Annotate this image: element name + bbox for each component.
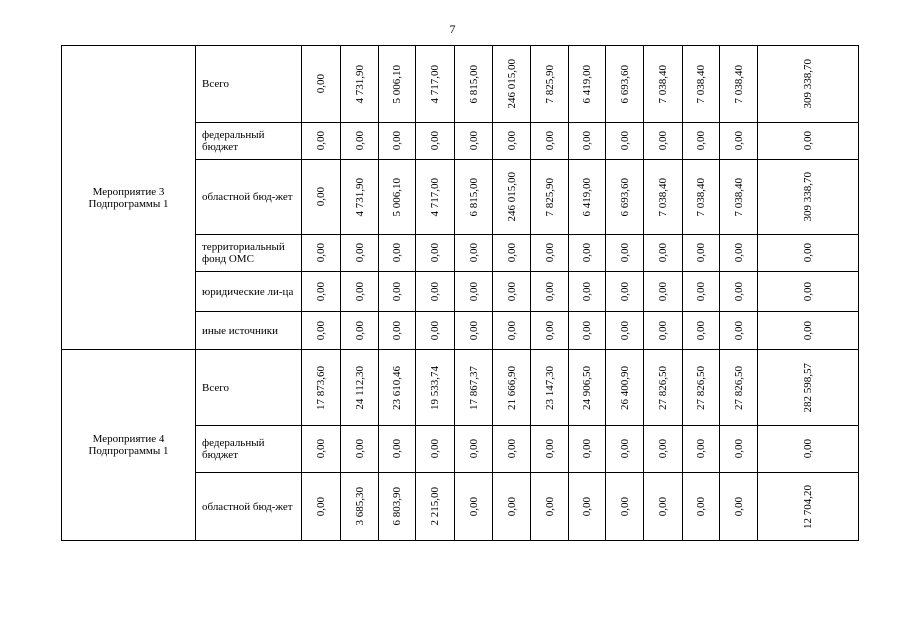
year-value-cell xyxy=(644,235,683,272)
cell-value: 246 015,00 xyxy=(505,172,518,222)
cell-value: 0,00 xyxy=(505,131,518,151)
cell-value: 0,00 xyxy=(581,243,593,263)
year-value-cell xyxy=(644,312,683,350)
year-value-cell xyxy=(379,350,416,426)
year-value-cell xyxy=(720,312,758,350)
cell-value: 0,00 xyxy=(543,243,556,263)
page-number: 7 xyxy=(449,22,456,36)
year-value-cell xyxy=(531,350,569,426)
cell-value: 0,00 xyxy=(618,439,631,459)
cell-value: 0,00 xyxy=(429,243,441,263)
total-value-cell xyxy=(758,426,859,473)
year-value-cell xyxy=(341,46,379,123)
total-value-cell xyxy=(758,235,859,272)
funding-source-cell: федеральный бюджет xyxy=(196,123,302,160)
year-value-cell xyxy=(644,272,683,312)
cell-value: 0,00 xyxy=(353,131,366,151)
cell-value: 0,00 xyxy=(543,439,556,459)
cell-value: 6 693,60 xyxy=(618,64,631,104)
year-value-cell xyxy=(379,272,416,312)
cell-value: 0,00 xyxy=(315,281,327,302)
year-value-cell xyxy=(720,426,758,473)
year-value-cell xyxy=(569,350,606,426)
cell-value: 0,00 xyxy=(315,131,327,151)
year-value-cell xyxy=(569,123,606,160)
cell-value: 6 419,00 xyxy=(581,64,593,104)
cell-value: 0,00 xyxy=(732,496,745,517)
cell-value: 0,00 xyxy=(467,281,480,302)
cell-value: 4 717,00 xyxy=(429,177,441,217)
year-value-cell xyxy=(455,350,493,426)
cell-value: 21 666,90 xyxy=(505,365,518,410)
cell-value: 0,00 xyxy=(618,496,631,517)
cell-value: 27 826,50 xyxy=(657,365,669,410)
cell-value: 0,00 xyxy=(695,243,707,263)
year-value-cell xyxy=(720,46,758,123)
cell-value: 0,00 xyxy=(353,281,366,302)
cell-value: 0,00 xyxy=(505,243,518,263)
cell-value: 0,00 xyxy=(657,281,669,302)
cell-value: 23 147,30 xyxy=(543,365,556,410)
year-value-cell xyxy=(416,473,455,541)
year-value-cell xyxy=(455,46,493,123)
year-value-cell xyxy=(644,123,683,160)
funding-source-cell: юридические ли-ца xyxy=(196,272,302,312)
year-value-cell xyxy=(455,426,493,473)
cell-value: 23 610,46 xyxy=(391,365,403,410)
year-value-cell xyxy=(416,235,455,272)
year-value-cell xyxy=(569,426,606,473)
year-value-cell xyxy=(416,272,455,312)
cell-value: 0,00 xyxy=(732,243,745,263)
cell-value: 0,00 xyxy=(618,243,631,263)
cell-value: 0,00 xyxy=(802,281,814,302)
cell-value: 24 112,30 xyxy=(353,365,366,410)
cell-value: 0,00 xyxy=(353,439,366,459)
cell-value: 4 731,90 xyxy=(353,64,366,104)
total-value-cell xyxy=(758,272,859,312)
cell-value: 0,00 xyxy=(657,439,669,459)
year-value-cell xyxy=(606,160,644,235)
cell-value: 12 704,20 xyxy=(802,484,814,529)
cell-value: 7 825,90 xyxy=(543,64,556,104)
year-value-cell xyxy=(379,426,416,473)
cell-value: 0,00 xyxy=(802,320,814,341)
cell-value: 0,00 xyxy=(581,281,593,302)
table-row xyxy=(62,350,859,426)
cell-value: 6 803,90 xyxy=(391,487,403,526)
cell-value: 5 006,10 xyxy=(391,64,403,104)
cell-value: 0,00 xyxy=(695,496,707,517)
cell-value: 0,00 xyxy=(581,496,593,517)
year-value-cell xyxy=(455,235,493,272)
cell-value: 0,00 xyxy=(429,320,441,341)
funding-source-cell: областной бюд-жет xyxy=(196,160,302,235)
cell-value: 0,00 xyxy=(391,243,403,263)
year-value-cell xyxy=(720,350,758,426)
cell-value: 309 338,70 xyxy=(802,172,814,222)
year-value-cell xyxy=(379,123,416,160)
year-value-cell xyxy=(606,473,644,541)
cell-value: 0,00 xyxy=(657,243,669,263)
year-value-cell xyxy=(455,160,493,235)
cell-value: 0,00 xyxy=(505,496,518,517)
cell-value: 0,00 xyxy=(505,281,518,302)
year-value-cell xyxy=(531,46,569,123)
year-value-cell xyxy=(606,46,644,123)
cell-value: 7 038,40 xyxy=(695,64,707,104)
year-value-cell xyxy=(302,426,341,473)
year-value-cell xyxy=(569,46,606,123)
year-value-cell xyxy=(683,235,720,272)
cell-value: 0,00 xyxy=(391,320,403,341)
cell-value: 0,00 xyxy=(695,320,707,341)
cell-value: 0,00 xyxy=(618,281,631,302)
year-value-cell xyxy=(683,426,720,473)
year-value-cell xyxy=(644,160,683,235)
year-value-cell xyxy=(531,272,569,312)
year-value-cell xyxy=(341,160,379,235)
cell-value: 0,00 xyxy=(429,281,441,302)
funding-source-cell: Всего xyxy=(196,46,302,123)
year-value-cell xyxy=(341,235,379,272)
year-value-cell xyxy=(455,272,493,312)
year-value-cell xyxy=(416,350,455,426)
year-value-cell xyxy=(493,46,531,123)
cell-value: 0,00 xyxy=(391,281,403,302)
year-value-cell xyxy=(341,350,379,426)
cell-value: 0,00 xyxy=(618,131,631,151)
cell-value: 0,00 xyxy=(543,281,556,302)
year-value-cell xyxy=(416,46,455,123)
cell-value: 4 717,00 xyxy=(429,64,441,104)
year-value-cell xyxy=(379,235,416,272)
year-value-cell xyxy=(683,272,720,312)
year-value-cell xyxy=(606,272,644,312)
cell-value: 0,00 xyxy=(802,439,814,459)
year-value-cell xyxy=(416,123,455,160)
cell-value: 0,00 xyxy=(695,131,707,151)
cell-value: 0,00 xyxy=(543,131,556,151)
funding-source-cell: федеральный бюджет xyxy=(196,426,302,473)
year-value-cell xyxy=(302,160,341,235)
cell-value: 7 038,40 xyxy=(657,177,669,217)
year-value-cell xyxy=(302,312,341,350)
cell-value: 309 338,70 xyxy=(802,59,814,109)
year-value-cell xyxy=(683,123,720,160)
cell-value: 0,00 xyxy=(353,320,366,341)
year-value-cell xyxy=(455,312,493,350)
year-value-cell xyxy=(493,312,531,350)
year-value-cell xyxy=(493,123,531,160)
year-value-cell xyxy=(531,312,569,350)
total-value-cell xyxy=(758,473,859,541)
cell-value: 17 873,60 xyxy=(315,365,327,410)
total-value-cell xyxy=(758,160,859,235)
year-value-cell xyxy=(531,235,569,272)
year-value-cell xyxy=(341,426,379,473)
year-value-cell xyxy=(493,350,531,426)
cell-value: 0,00 xyxy=(315,243,327,263)
total-value-cell xyxy=(758,350,859,426)
funding-table xyxy=(61,45,859,541)
cell-value: 19 533,74 xyxy=(429,365,441,410)
year-value-cell xyxy=(683,160,720,235)
year-value-cell xyxy=(493,235,531,272)
year-value-cell xyxy=(379,312,416,350)
year-value-cell xyxy=(416,312,455,350)
year-value-cell xyxy=(720,160,758,235)
cell-value: 0,00 xyxy=(391,439,403,459)
total-value-cell xyxy=(758,46,859,123)
year-value-cell xyxy=(341,473,379,541)
cell-value: 0,00 xyxy=(543,496,556,517)
cell-value: 7 038,40 xyxy=(732,64,745,104)
year-value-cell xyxy=(644,473,683,541)
cell-value: 0,00 xyxy=(732,320,745,341)
cell-value: 0,00 xyxy=(315,439,327,459)
funding-source-cell: территориальный фонд ОМС xyxy=(196,235,302,272)
cell-value: 0,00 xyxy=(467,131,480,151)
year-value-cell xyxy=(569,235,606,272)
year-value-cell xyxy=(569,272,606,312)
year-value-cell xyxy=(606,350,644,426)
year-value-cell xyxy=(493,473,531,541)
year-value-cell xyxy=(531,426,569,473)
year-value-cell xyxy=(569,160,606,235)
year-value-cell xyxy=(569,312,606,350)
year-value-cell xyxy=(379,473,416,541)
cell-value: 7 038,40 xyxy=(732,177,745,217)
cell-value: 0,00 xyxy=(618,320,631,341)
year-value-cell xyxy=(606,312,644,350)
table-row xyxy=(62,46,859,123)
cell-value: 0,00 xyxy=(802,243,814,263)
cell-value: 0,00 xyxy=(353,243,366,263)
cell-value: 6 815,00 xyxy=(467,177,480,217)
year-value-cell xyxy=(302,46,341,123)
measure-cell: Мероприятие 4 Подпрограммы 1 xyxy=(62,350,196,541)
cell-value: 0,00 xyxy=(732,131,745,151)
cell-value: 282 598,57 xyxy=(802,362,814,413)
year-value-cell xyxy=(379,160,416,235)
year-value-cell xyxy=(416,160,455,235)
cell-value: 5 006,10 xyxy=(391,177,403,217)
cell-value: 0,00 xyxy=(505,320,518,341)
cell-value: 27 826,50 xyxy=(732,365,745,410)
cell-value: 0,00 xyxy=(657,320,669,341)
total-value-cell xyxy=(758,123,859,160)
measure-cell: Мероприятие 3 Подпрограммы 1 xyxy=(62,46,196,350)
cell-value: 2 215,00 xyxy=(429,487,441,526)
cell-value: 0,00 xyxy=(467,439,480,459)
year-value-cell xyxy=(341,123,379,160)
cell-value: 0,00 xyxy=(581,131,593,151)
year-value-cell xyxy=(455,123,493,160)
cell-value: 3 685,30 xyxy=(353,487,366,526)
year-value-cell xyxy=(493,426,531,473)
cell-value: 6 693,60 xyxy=(618,177,631,217)
cell-value: 0,00 xyxy=(315,187,327,207)
year-value-cell xyxy=(531,160,569,235)
cell-value: 0,00 xyxy=(543,320,556,341)
year-value-cell xyxy=(493,160,531,235)
cell-value: 0,00 xyxy=(429,439,441,459)
cell-value: 0,00 xyxy=(467,496,480,517)
year-value-cell xyxy=(606,426,644,473)
cell-value: 0,00 xyxy=(315,496,327,517)
year-value-cell xyxy=(302,350,341,426)
year-value-cell xyxy=(493,272,531,312)
year-value-cell xyxy=(720,235,758,272)
cell-value: 0,00 xyxy=(467,320,480,341)
year-value-cell xyxy=(720,123,758,160)
total-value-cell xyxy=(758,312,859,350)
year-value-cell xyxy=(720,473,758,541)
year-value-cell xyxy=(720,272,758,312)
cell-value: 6 815,00 xyxy=(467,64,480,104)
year-value-cell xyxy=(416,426,455,473)
cell-value: 0,00 xyxy=(695,281,707,302)
year-value-cell xyxy=(455,473,493,541)
year-value-cell xyxy=(531,473,569,541)
funding-source-cell: Всего xyxy=(196,350,302,426)
cell-value: 0,00 xyxy=(581,320,593,341)
cell-value: 7 038,40 xyxy=(657,64,669,104)
cell-value: 0,00 xyxy=(695,439,707,459)
year-value-cell xyxy=(379,46,416,123)
year-value-cell xyxy=(531,123,569,160)
cell-value: 27 826,50 xyxy=(695,365,707,410)
funding-source-cell: иные источники xyxy=(196,312,302,350)
cell-value: 0,00 xyxy=(657,496,669,517)
cell-value: 0,00 xyxy=(505,439,518,459)
cell-value: 246 015,00 xyxy=(505,59,518,109)
year-value-cell xyxy=(341,312,379,350)
cell-value: 17 867,37 xyxy=(467,365,480,410)
funding-source-cell: областной бюд-жет xyxy=(196,473,302,541)
year-value-cell xyxy=(683,473,720,541)
year-value-cell xyxy=(302,235,341,272)
year-value-cell xyxy=(302,123,341,160)
cell-value: 0,00 xyxy=(732,439,745,459)
cell-value: 24 906,50 xyxy=(581,365,593,410)
cell-value: 0,00 xyxy=(315,74,327,94)
year-value-cell xyxy=(683,350,720,426)
cell-value: 26 400,90 xyxy=(618,365,631,410)
year-value-cell xyxy=(569,473,606,541)
cell-value: 0,00 xyxy=(315,320,327,341)
year-value-cell xyxy=(606,123,644,160)
year-value-cell xyxy=(302,272,341,312)
cell-value: 0,00 xyxy=(429,131,441,151)
year-value-cell xyxy=(683,46,720,123)
cell-value: 7 038,40 xyxy=(695,177,707,217)
cell-value: 6 419,00 xyxy=(581,177,593,217)
year-value-cell xyxy=(644,426,683,473)
year-value-cell xyxy=(683,312,720,350)
year-value-cell xyxy=(606,235,644,272)
cell-value: 0,00 xyxy=(581,439,593,459)
cell-value: 4 731,90 xyxy=(353,177,366,217)
year-value-cell xyxy=(644,46,683,123)
cell-value: 0,00 xyxy=(467,243,480,263)
year-value-cell xyxy=(341,272,379,312)
year-value-cell xyxy=(302,473,341,541)
cell-value: 7 825,90 xyxy=(543,177,556,217)
table-body xyxy=(62,46,859,541)
cell-value: 0,00 xyxy=(802,131,814,151)
cell-value: 0,00 xyxy=(657,131,669,151)
year-value-cell xyxy=(644,350,683,426)
cell-value: 0,00 xyxy=(391,131,403,151)
cell-value: 0,00 xyxy=(732,281,745,302)
